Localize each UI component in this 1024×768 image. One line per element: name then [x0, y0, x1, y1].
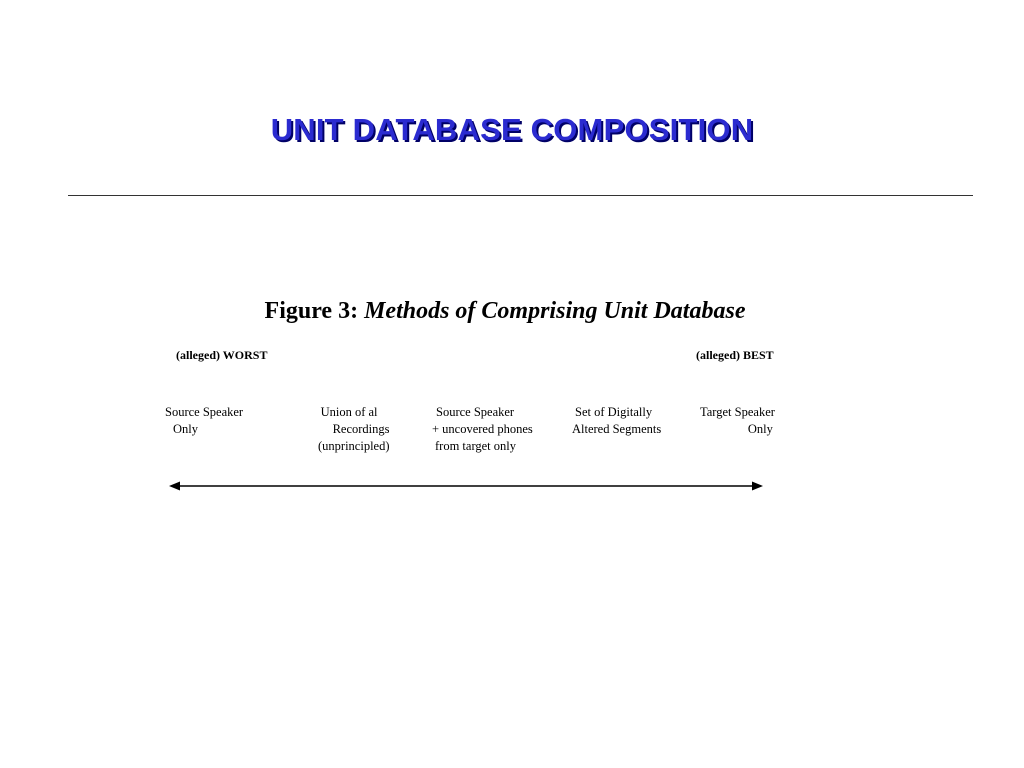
method-label-line: + uncovered phones	[432, 422, 533, 436]
slide-title: UNIT DATABASE COMPOSITION	[270, 112, 754, 147]
arrow-head-left	[169, 482, 180, 491]
method-label-line: Set of Digitally	[575, 405, 653, 419]
method-label-line: Target Speaker	[700, 405, 775, 419]
method-label-line: Only	[173, 422, 198, 436]
method-target-speaker-only	[700, 404, 775, 438]
method-union-of-all-recordings	[318, 404, 390, 455]
method-label-line: Recordings	[332, 422, 390, 436]
method-label-line: Union of al	[320, 405, 378, 419]
method-source-plus-uncovered-phones	[432, 404, 533, 455]
worst-end-label: (alleged) WORST	[176, 348, 268, 362]
title-divider	[68, 195, 973, 196]
method-label-line: Only	[747, 422, 773, 436]
method-label-line: Altered Segments	[572, 422, 662, 436]
method-digitally-altered-segments	[572, 404, 661, 438]
method-label-line: Source Speaker	[165, 405, 244, 419]
method-label-line: (unprincipled)	[318, 439, 390, 453]
double-headed-arrow-icon	[168, 479, 764, 493]
method-label-line: from target only	[435, 439, 516, 453]
method-label-line: Source Speaker	[436, 405, 515, 419]
figure-caption	[0, 298, 1010, 325]
method-source-speaker-only	[165, 404, 243, 438]
arrow-head-right	[752, 482, 763, 491]
best-end-label: (alleged) BEST	[696, 348, 774, 362]
figure-number: Figure 3:	[264, 298, 359, 324]
figure-description: Methods of Comprising Unit Database	[364, 298, 746, 324]
